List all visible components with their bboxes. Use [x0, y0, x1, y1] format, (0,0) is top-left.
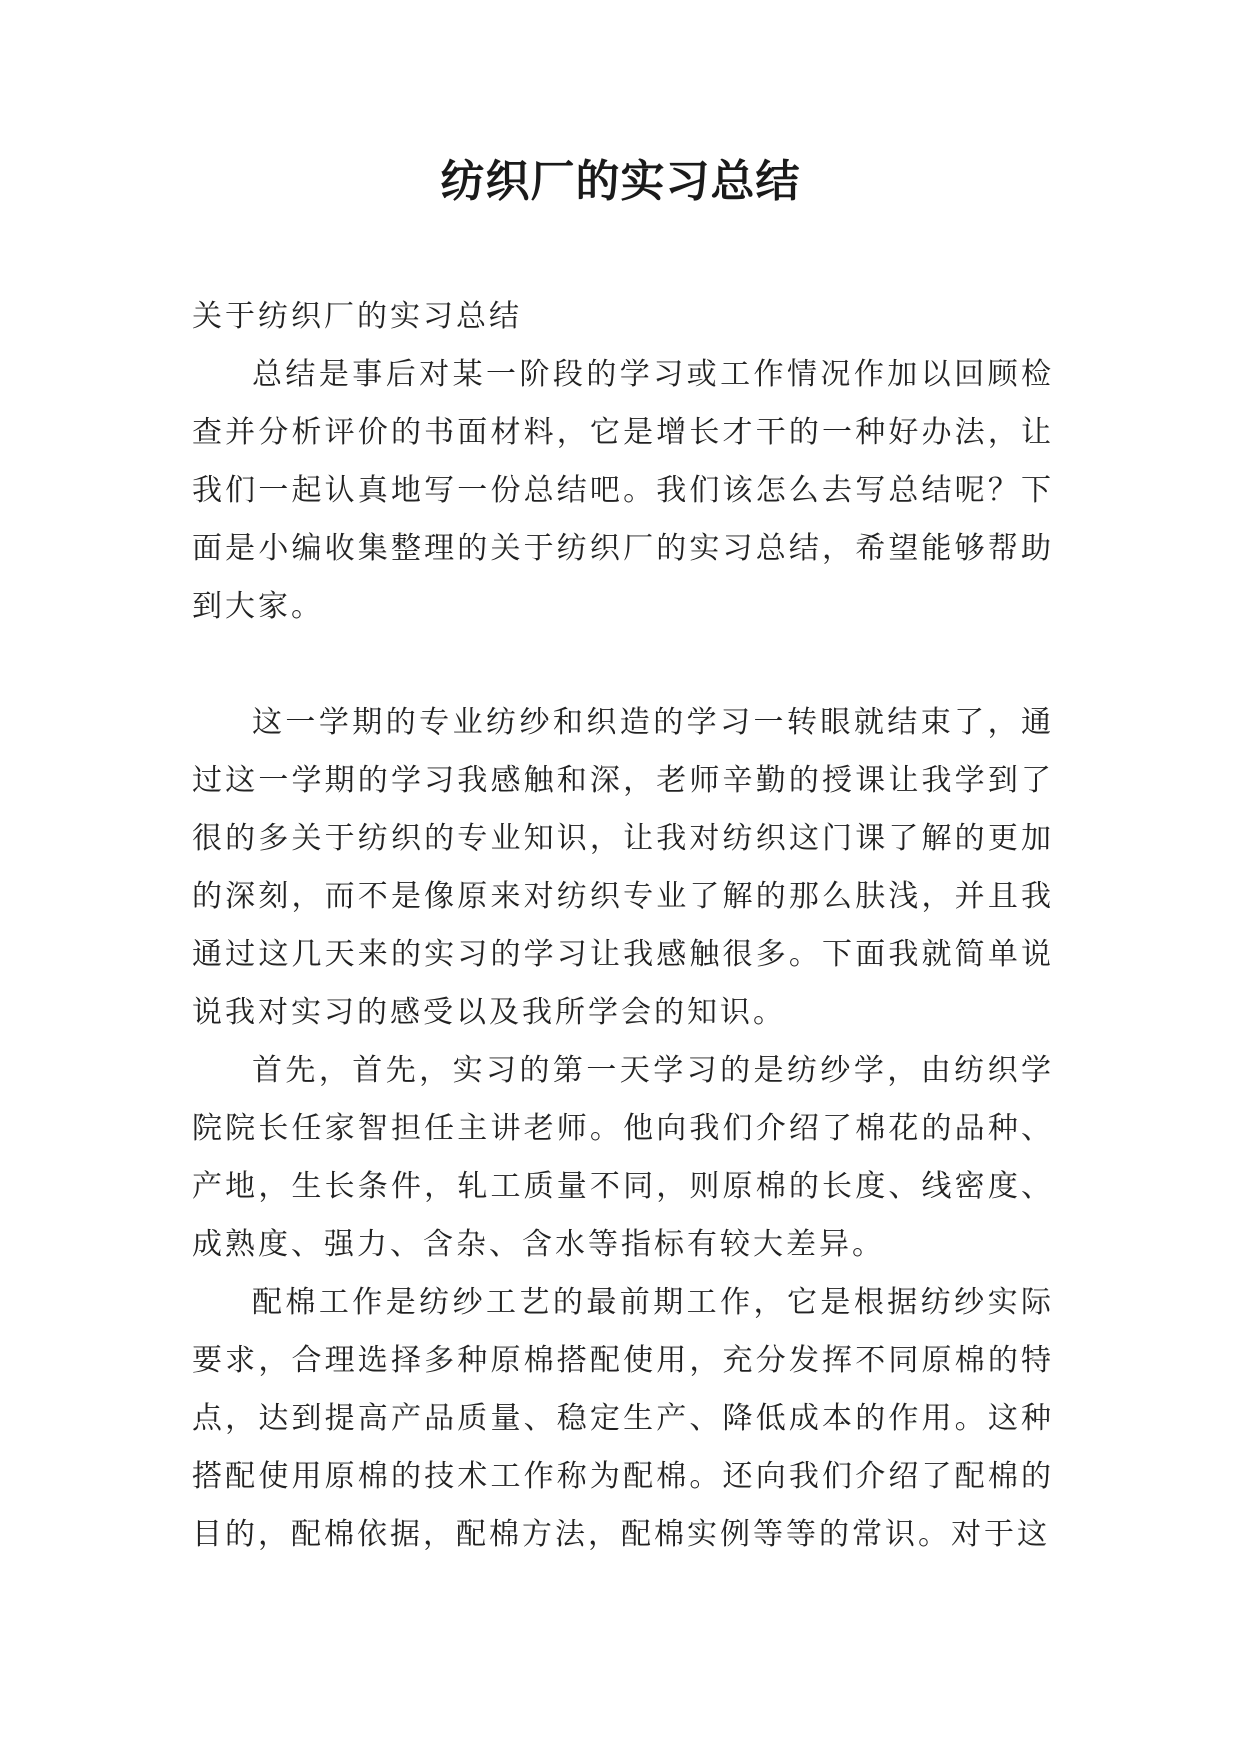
paragraph-cotton-blending: 配棉工作是纺纱工艺的最前期工作，它是根据纺纱实际要求，合理选择多种原棉搭配使用，充分发挥不同原棉的特点，达到提高产品质量、稳定生产、降低成本的作用。这种搭配使用原棉的技术工作称为配棉。还向我们介绍了配棉的目的，配棉依据，配棉方法，配棉实例等等的常识。对于这	[192, 1285, 1054, 1552]
document-subtitle: 关于纺织厂的实习总结	[192, 299, 522, 334]
paragraph-intro: 总结是事后对某一阶段的学习或工作情况作加以回顾检查并分析评价的书面材料，它是增长才干的一种好办法，让我们一起认真地写一份总结吧。我们该怎么去写总结呢？下面是小编收集整理的关于纺织厂的实习总结，希望能够帮助到大家。	[192, 357, 1054, 624]
paragraph-semester: 这一学期的专业纺纱和织造的学习一转眼就结束了，通过这一学期的学习我感触和深，老师辛勤的授课让我学到了很的多关于纺织的专业知识，让我对纺织这门课了解的更加的深刻，而不是像原来对纺织专业了解的那么肤浅，并且我通过这几天来的实习的学习让我感触很多。下面我就简单说说我对实习的感受以及我所学会的知识。	[192, 705, 1054, 1030]
paragraph-spacer	[192, 636, 1054, 694]
document-body	[192, 288, 1054, 1564]
document-title: 纺织厂的实习总结	[440, 156, 801, 207]
paragraph-first-day: 首先，首先，实习的第一天学习的是纺纱学，由纺织学院院长任家智担任主讲老师。他向我们介绍了棉花的品种、产地，生长条件，轧工质量不同，则原棉的长度、线密度、成熟度、强力、含杂、含水等指标有较大差异。	[192, 1053, 1054, 1262]
